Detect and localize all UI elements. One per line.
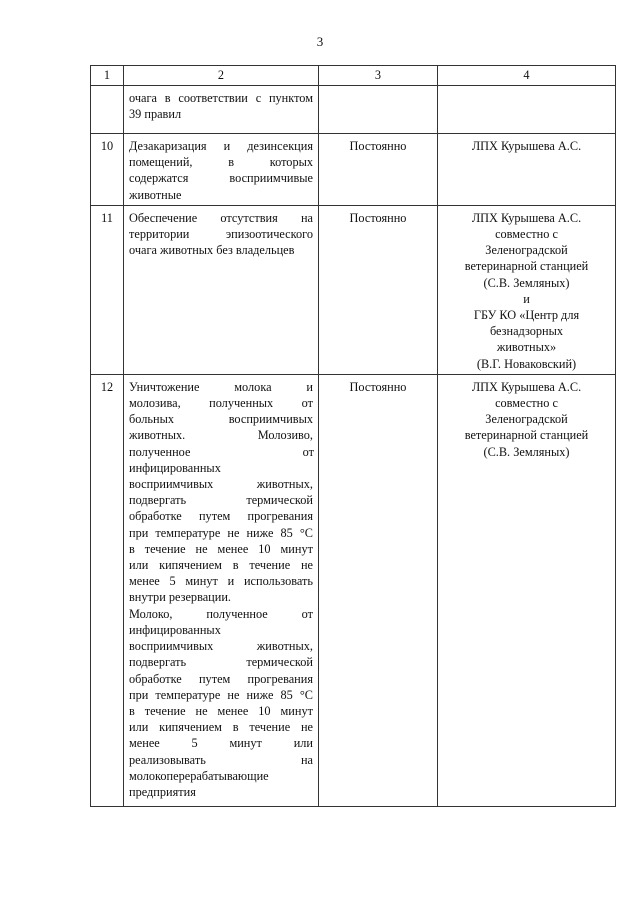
responsible-line: ЛПХ Курышева А.С.: [471, 139, 582, 153]
responsible-line: безнадзорных: [489, 324, 564, 339]
action-line: Уничтожение молока и: [129, 379, 313, 394]
responsible-line: (С.В. Земляных): [483, 275, 570, 290]
responsible-line: ветеринарной станцией: [464, 259, 589, 274]
term-cell: Постоянно: [319, 205, 438, 374]
table-row: [91, 205, 616, 374]
table-row-continuation: [91, 86, 616, 134]
action-line: Дезакаризация и дезинсекция: [129, 139, 313, 153]
responsible-line: ЛПХ Курышева А.С.: [471, 379, 582, 394]
header-col-1: 1: [91, 66, 124, 86]
responsible-line: совместно с: [495, 227, 558, 242]
action-cell: [124, 374, 319, 806]
action-line: подвергать термической: [129, 493, 313, 508]
action-line: обработке путем прогревания: [129, 671, 313, 686]
action-line: животных. Молозиво,: [129, 428, 313, 443]
page-number: 3: [316, 34, 324, 49]
responsible-line: Зеленоградской: [485, 412, 568, 427]
header-col-2: 2: [124, 66, 319, 86]
table-header-row: [91, 66, 616, 86]
action-line: менее 5 минут или: [129, 736, 313, 751]
action-line: в течение не менее 10 минут: [129, 703, 313, 718]
action-line: восприимчивых животных,: [129, 477, 313, 492]
action-line: Молоко, полученное от: [129, 606, 313, 621]
action-line: или кипячением в течение не: [129, 558, 313, 573]
action-line: 39 правил: [129, 107, 182, 122]
action-cell: [124, 134, 319, 206]
action-line: больных восприимчивых: [129, 412, 313, 427]
action-line: или кипячением в течение не: [129, 720, 313, 735]
action-line: животные: [129, 187, 182, 202]
action-line: реализовывать на: [129, 752, 313, 767]
action-line: территории эпизоотического: [129, 227, 313, 242]
action-line: менее 5 минут и использовать: [129, 574, 313, 589]
action-cell: [124, 86, 319, 134]
action-cell: [124, 205, 319, 374]
row-number-cell: 11: [91, 205, 124, 374]
row-number-cell: 10: [91, 134, 124, 206]
action-line: при температуре не ниже 85 °С: [129, 525, 313, 540]
action-line: очага в соответствии с пунктом: [129, 91, 313, 105]
table-row: [91, 134, 616, 206]
responsible-cell: [438, 374, 616, 806]
action-line: молозива, полученных от: [129, 396, 313, 411]
responsible-line: совместно с: [495, 396, 558, 411]
term-cell: [319, 86, 438, 134]
action-line: внутри резервации.: [129, 590, 232, 605]
term-cell: Постоянно: [319, 134, 438, 206]
action-line: подвергать термической: [129, 655, 313, 670]
action-line: восприимчивых животных,: [129, 639, 313, 654]
row-number-cell: 12: [91, 374, 124, 806]
term-cell: Постоянно: [319, 374, 438, 806]
action-line: помещений, в которых: [129, 155, 313, 170]
action-line: молокоперерабатывающие: [129, 768, 269, 783]
responsible-line: (С.В. Земляных): [483, 444, 570, 459]
table-row: [91, 374, 616, 806]
action-line: при температуре не ниже 85 °С: [129, 687, 313, 702]
action-line: очага животных без владельцев: [129, 243, 295, 258]
action-line: обработке путем прогревания: [129, 509, 313, 524]
row-number-cell: [91, 86, 124, 134]
action-line: содержатся восприимчивые: [129, 171, 313, 186]
header-col-3: 3: [319, 66, 438, 86]
responsible-line: Зеленоградской: [485, 243, 568, 258]
responsible-line: (В.Г. Новаковский): [476, 356, 577, 371]
responsible-cell: [438, 205, 616, 374]
action-line: в течение не менее 10 минут: [129, 541, 313, 556]
responsible-line: ГБУ КО «Центр для: [473, 308, 580, 323]
measures-table: [90, 65, 616, 807]
responsible-cell: [438, 86, 616, 134]
responsible-line: и: [523, 291, 530, 306]
action-line: полученное от: [129, 444, 314, 459]
responsible-line: животных»: [496, 340, 557, 355]
action-line: предприятия: [129, 784, 196, 799]
responsible-cell: [438, 134, 616, 206]
action-line: инфицированных: [129, 622, 221, 637]
header-col-4: 4: [438, 66, 616, 86]
action-line: инфицированных: [129, 460, 221, 475]
responsible-line: ЛПХ Курышева А.С.: [471, 210, 582, 225]
action-line: Обеспечение отсутствия на: [129, 210, 313, 225]
responsible-line: ветеринарной станцией: [464, 428, 589, 443]
